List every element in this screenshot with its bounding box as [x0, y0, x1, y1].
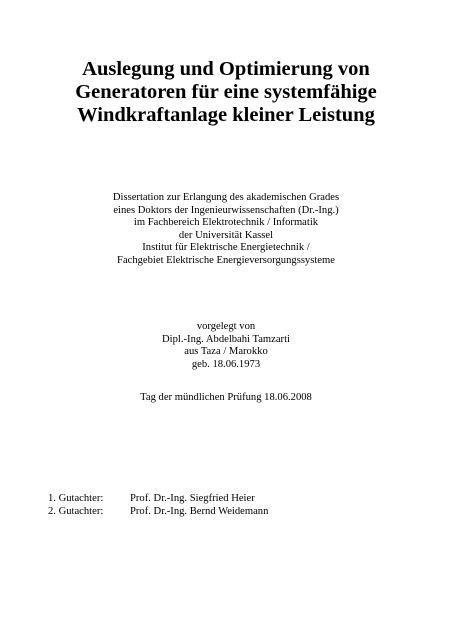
dissertation-line: Institut für Elektrische Energietechnik / [142, 242, 310, 254]
exam-date: Tag der mündlichen Prüfung 18.06.2008 [140, 392, 312, 403]
title-line: Auslegung und Optimierung von [82, 58, 370, 80]
thesis-title [0, 58, 452, 127]
referee-name: Prof. Dr.-Ing. Bernd Weidemann [130, 506, 269, 517]
referees-list [48, 492, 268, 518]
referee-name: Prof. Dr.-Ing. Siegfried Heier [130, 493, 255, 504]
referee-row [48, 505, 268, 518]
author-birthdate: geb. 18.06.1973 [191, 358, 261, 370]
title-line: Generatoren für eine systemfähige [75, 81, 377, 103]
author-name: Dipl.-Ing. Abdelbahi Tamzarti [162, 333, 290, 345]
dissertation-line: der Universität Kassel [178, 229, 274, 241]
referee-role: 1. Gutachter: [48, 493, 104, 504]
exam-date-block [0, 392, 452, 405]
referee-row [48, 492, 268, 505]
dissertation-line: im Fachbereich Elektrotechnik / Informatik [133, 217, 319, 229]
referee-role: 2. Gutachter: [48, 506, 104, 517]
author-block [0, 321, 452, 371]
dissertation-statement [0, 192, 452, 268]
dissertation-line: Fachgebiet Elektrische Energieversorgungssysteme [117, 254, 335, 266]
author-origin: aus Taza / Marokko [184, 346, 268, 358]
title-line: Windkraftanlage kleiner Leistung [77, 104, 375, 126]
dissertation-line: eines Doktors der Ingenieurwissenschaften (Dr.-Ing.) [113, 204, 339, 216]
submitted-by-label: vorgelegt von [196, 321, 256, 332]
dissertation-line: Dissertation zur Erlangung des akademischen Grades [112, 192, 340, 203]
